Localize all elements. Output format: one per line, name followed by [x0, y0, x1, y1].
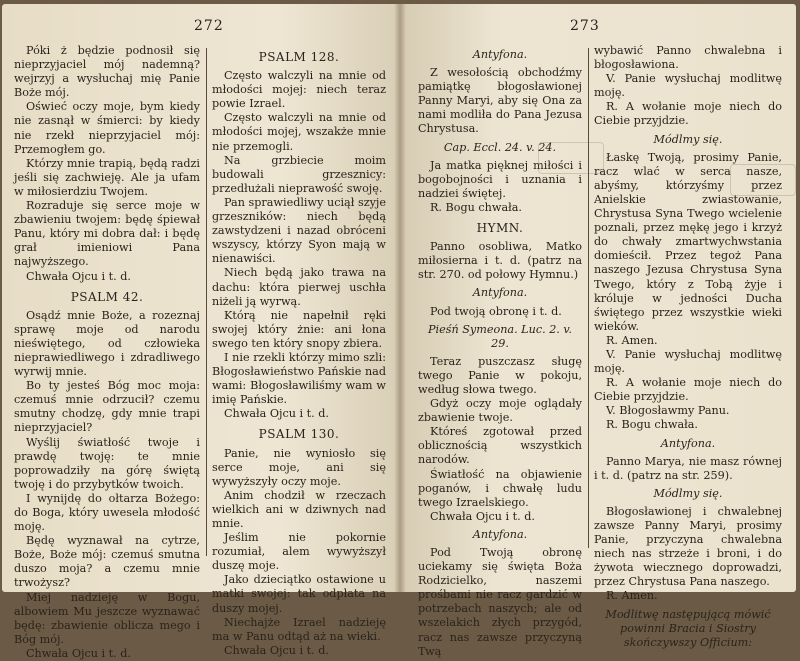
section-heading: PSALM 130.	[258, 427, 340, 442]
paragraph: R. Bogu chwała.	[430, 200, 522, 214]
right-page	[400, 4, 796, 658]
paragraph: R. A wołanie moje niech do Ciebie przyjdzie.	[594, 100, 782, 128]
paragraph: Ja matka pięknej miłości i bogobojności i uznania i nadziei świętej.	[418, 158, 582, 200]
left-page	[2, 4, 400, 660]
paragraph: Panno Marya, nie masz równej i t. d. (patrz na str. 259).	[594, 454, 782, 482]
paragraph: Światłość na objawienie poganów, i chwałę ludu twego Izraelskiego.	[418, 467, 582, 509]
rubric-text: Modlitwę następującą mówić powinni Bracia i Siostry skończywszy Officium:	[605, 607, 771, 649]
rubric-text: Módlmy się.	[653, 132, 723, 146]
paragraph: I wynijdę do ołtarza Bożego: do Boga, który uwesela młodość moję.	[14, 491, 200, 534]
paragraph: Anim chodził w rzeczach wielkich ani w dziwnych nad mnie.	[212, 488, 386, 530]
column-rule	[206, 48, 207, 556]
section-heading: HYMN.	[476, 221, 524, 236]
paragraph: Którą nie napełnił ręki swojej który żnie: ani łona swego ten który snopy zbiera.	[212, 308, 386, 350]
paragraph: wybawić Panno chwalebna i błogosławiona.	[594, 44, 782, 72]
rubric-text: Pieśń Symeona. Luc. 2. v. 29.	[428, 322, 572, 350]
paragraph: Chwała Ojcu i t. d.	[26, 269, 131, 283]
rubric-text: Módlmy się.	[653, 486, 723, 500]
column-rule	[588, 48, 589, 548]
paragraph: Często walczyli na mnie od młodości mojej: niech teraz powie Izrael.	[212, 69, 386, 111]
rubric-text: Antyfona.	[472, 286, 528, 300]
paragraph: Chwała Ojcu i t. d.	[224, 407, 329, 421]
rubric-text: Antyfona.	[660, 436, 716, 450]
paragraph: Jako dzieciątko ostawione u matki swojej: tak odpłata na duszy mojej.	[212, 573, 386, 615]
section-heading: PSALM 42.	[70, 289, 144, 304]
paragraph: Któreś zgotował przed oblicznością wszystkich narodów.	[418, 425, 582, 467]
paragraph: Jeślim nie pokornie rozumiał, alem wywyższył duszę moje.	[212, 531, 386, 573]
paragraph: Panie, nie wyniosło się serce moje, ani się wywyższyły oczy moje.	[212, 446, 386, 488]
paragraph: Będę wyznawał na cytrze, Boże, Boże mój: czemuś smutna duszo moja? a czemu mnie trwożysz?	[14, 534, 200, 590]
text-column	[14, 44, 200, 661]
paragraph: Na grzbiecie moim budowali grzesznicy: przedłużali nieprawość swoję.	[212, 153, 386, 195]
paragraph: V. Panie wysłuchaj modlitwę moję.	[594, 72, 782, 100]
page-number: 272	[194, 18, 224, 34]
paragraph: Póki ż będzie podnosił się nieprzyjaciel mój nademną? wejrzyj a wysłuchaj mię Panie Boże mój.	[14, 44, 200, 100]
paragraph: V. Panie wysłuchaj modlitwę moję.	[594, 347, 782, 376]
paragraph: Pod twoją obronę i t. d.	[430, 304, 562, 318]
section-heading: PSALM 128.	[258, 50, 340, 64]
paragraph: Osądź mnie Boże, a rozeznaj sprawę moje od narodu nieświętego, od człowieka nieprawiedliwego i zdradliwego wyrwij mnie.	[14, 308, 200, 379]
paragraph: Teraz puszczasz sługę twego Panie w pokoju, według słowa twego.	[418, 354, 582, 396]
paragraph: Błogosławionej i chwalebnej zawsze Panny Maryi, prosimy Panie, przyczyna chwalebna niech nas strzeże i broni, i do żywota wiecznego doprowadzi, przez Chrystusa Pana naszego.	[594, 504, 782, 589]
paragraph: Pod Twoją obronę uciekamy się święta Boża Rodzicielko, naszemi prośbami nie racz gardzić w potrzebach naszych; ale od wszelakich złych przygód, racz nas zawsze przyczyną Twą	[418, 546, 582, 658]
book-gutter	[394, 4, 406, 592]
paragraph: R. Amen.	[606, 589, 658, 603]
rubric-text: Antyfona.	[472, 527, 528, 541]
paragraph: Miej nadzieję w Bogu, albowiem Mu jeszcze wyznawać będę: zbawienie oblicza mego i Bóg mój.	[14, 590, 200, 646]
paragraph: Gdyż oczy moje oglądały zbawienie twoje.	[418, 397, 582, 425]
watermark-stamp	[730, 164, 796, 196]
paragraph: Chwała Ojcu i t. d.	[26, 646, 131, 660]
text-column	[594, 44, 782, 654]
paragraph: Rozraduje się serce moje w zbawieniu twojem: będę śpiewał Panu, który mi dobra dał: i będę grał imieniowi Pana najwyższego.	[14, 199, 200, 269]
paragraph: R. A wołanie moje niech do Ciebie przyjdzie.	[594, 376, 782, 404]
paragraph: Pan sprawiedliwy uciął szyje grzeszników: niech będą zawstydzeni i nazad obróceni wszyscy, którzy Syon mają w nienawiści.	[212, 195, 386, 266]
paragraph: V. Błogosławmy Panu.	[606, 404, 730, 418]
paragraph: I nie rzekli którzy mimo szli: Błogosławieństwo Pańskie nad wami: Błogosławiliśmy wam w imię Pańskie.	[212, 350, 386, 407]
paragraph: Łaskę Twoją, prosimy Panie, racz wlać w serca nasze, abyśmy, którzyśmy przez Anielskie zwiastowanie, Chrystusa Syna Twego wcielenie poznali, przez mękę jego i krzyż do chwały zmartwychwstania domieścił. Przez tegoż Pana naszego Jezusa Chrystusa Syna Twego, który z Tobą żyje i króluje w jedności Ducha świętego przez wszystkie wieki wieków.	[594, 150, 782, 333]
rubric-text: Cap. Eccl. 24. v. 24.	[443, 140, 557, 154]
paragraph: R. Bogu chwała.	[606, 418, 698, 432]
paragraph: Często walczyli na mnie od młodości mojej, wszakże mnie nie przemogli.	[212, 111, 386, 153]
rubric-text: Antyfona.	[472, 48, 528, 61]
paragraph: Chwała Ojcu i t. d.	[430, 509, 535, 523]
paragraph: Z wesołością obchodźmy pamiątkę błogosławionej Panny Maryi, aby się Ona za nami modliła do Pana Jezusa Chrystusa.	[418, 66, 582, 136]
paragraph: Chwała Ojcu i t. d.	[224, 643, 329, 657]
paragraph: Oświeć oczy moje, bym kiedy nie zasnął w śmierci: by kiedy nie rzekł nieprzyjaciel mój: Przemogłem go.	[14, 100, 200, 156]
paragraph: Niech będą jako trawa na dachu: która pierwej uschła niżeli ją wyrwą.	[212, 266, 386, 308]
watermark-stamp	[538, 142, 604, 174]
paragraph: R. Amen.	[606, 333, 658, 347]
page-number: 273	[570, 18, 600, 34]
text-column	[418, 44, 582, 659]
paragraph: Panno osobliwa, Matko miłosierna i t. d. (patrz na str. 270. od połowy Hymnu.)	[418, 240, 582, 282]
text-column	[212, 44, 386, 658]
paragraph: Bo ty jesteś Bóg moc moja: czemuś mnie odrzucił? czemu smutny chodzę, gdy mnie trapi nieprzyjaciel?	[14, 379, 200, 435]
paragraph: Którzy mnie trapią, będą radzi jeśli się zachwieję. Ale ja ufam w miłosierdziu Twojem.	[14, 156, 200, 198]
paragraph: Wyślij światłość twoje i prawdę twoję: te mnie poprowadziły na górę świętą twoję i do przybytków twoich.	[14, 435, 200, 491]
paragraph: Niechajże Izrael nadzieję ma w Panu odtąd aż na wieki.	[212, 615, 386, 643]
